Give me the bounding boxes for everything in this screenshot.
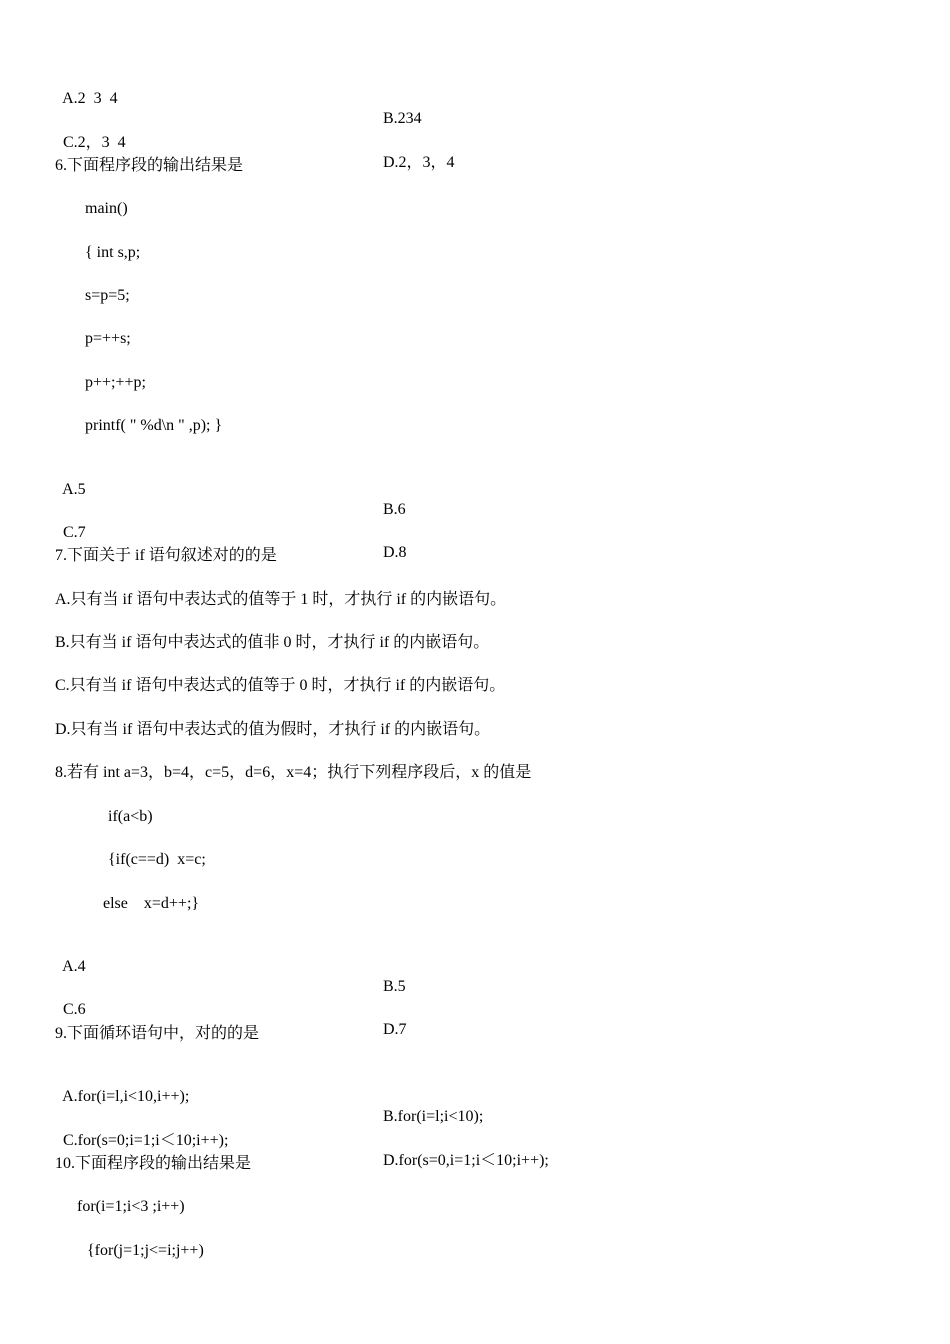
q7-option-c: C.只有当 if 语句中表达式的值等于 0 时，才执行 if 的内嵌语句。: [55, 677, 506, 694]
q8-option-a: A.4: [62, 958, 86, 975]
q8-code-line-2: {if(c==d) x=c;: [108, 851, 206, 868]
q10-code-line-2: {for(j=1;j<=i;j++): [87, 1242, 204, 1259]
q6-code-line-4: p=++s;: [85, 330, 131, 347]
q6-code-line-2: { int s,p;: [85, 244, 141, 261]
q8-code-line-3: else x=d++;}: [103, 895, 200, 912]
q6-option-b: B.6: [383, 501, 406, 518]
q10-code-line-1: for(i=1;i<3 ;i++): [77, 1198, 185, 1215]
q9-option-c: C.for(s=0;i=1;i＜10;i++);: [63, 1132, 229, 1149]
q7-option-b: B.只有当 if 语句中表达式的值非 0 时，才执行 if 的内嵌语句。: [55, 634, 490, 651]
q5-option-d: D.2，3，4: [383, 154, 455, 171]
q8-stem: 8.若有 int a=3，b=4，c=5，d=6，x=4；执行下列程序段后，x 的值是: [55, 764, 532, 781]
q6-code-line-5: p++;++p;: [85, 374, 146, 391]
q9-option-a: A.for(i=l,i<10,i++);: [62, 1088, 190, 1105]
q6-code-line-1: main(): [85, 200, 128, 217]
q9-option-d: D.for(s=0,i=1;i＜10;i++);: [383, 1152, 549, 1169]
q5-option-c: C.2，3 4: [63, 134, 126, 151]
q6-code-line-3: s=p=5;: [85, 287, 130, 304]
q7-option-a: A.只有当 if 语句中表达式的值等于 1 时，才执行 if 的内嵌语句。: [55, 591, 507, 608]
q5-option-b: B.234: [383, 110, 422, 127]
q6-stem: 6.下面程序段的输出结果是: [55, 157, 244, 174]
q9-stem: 9.下面循环语句中，对的的是: [55, 1025, 260, 1042]
q8-option-b: B.5: [383, 978, 406, 995]
q8-option-c: C.6: [63, 1001, 86, 1018]
q6-option-a: A.5: [62, 481, 86, 498]
q8-code-line-1: if(a<b): [108, 808, 153, 825]
q7-stem: 7.下面关于 if 语句叙述对的的是: [55, 547, 277, 564]
q8-option-d: D.7: [383, 1021, 407, 1038]
q6-option-c: C.7: [63, 524, 86, 541]
q5-option-a: A.2 3 4: [62, 90, 118, 107]
q9-option-b: B.for(i=l;i<10);: [383, 1108, 484, 1125]
q6-code-line-6: printf( " %d\n " ,p); }: [85, 417, 223, 434]
q6-option-d: D.8: [383, 544, 407, 561]
q7-option-d: D.只有当 if 语句中表达式的值为假时，才执行 if 的内嵌语句。: [55, 721, 491, 738]
q10-stem: 10.下面程序段的输出结果是: [55, 1155, 252, 1172]
